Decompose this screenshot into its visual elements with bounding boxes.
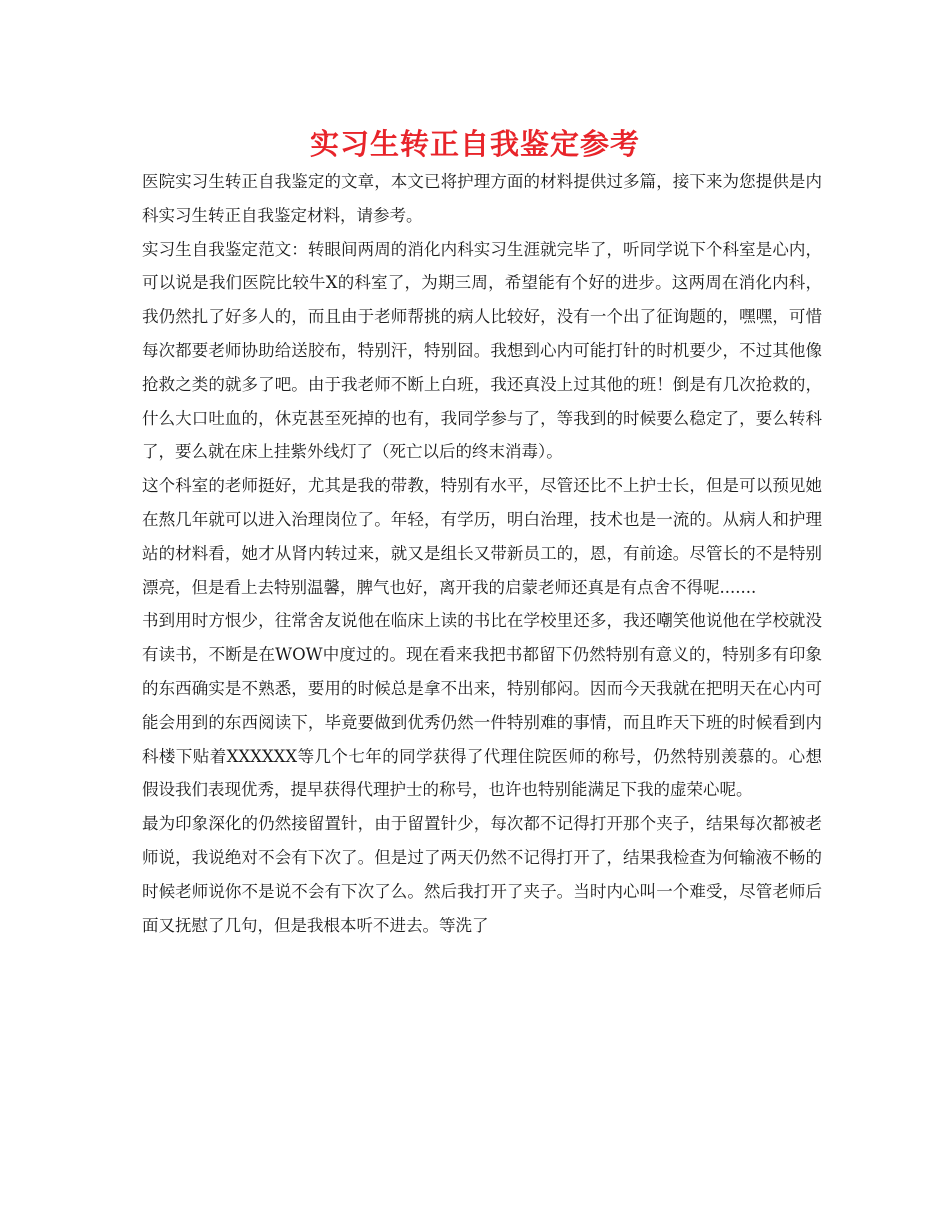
page-title: 实习生转正自我鉴定参考 [309, 127, 640, 161]
document-body [142, 165, 822, 942]
paragraph-intro: 医院实习生转正自我鉴定的文章，本文已将护理方面的材料提供过多篇，接下来为您提供是内科实习生转正自我鉴定材料，请参考。 [142, 172, 822, 225]
paragraph-teacher: 这个科室的老师挺好，尤其是我的带教，特别有水平，尽管还比不上护士长，但是可以预见她在熬几年就可以进入治理岗位了。年轻，有学历，明白治理，技术也是一流的。从病人和护理站的材料看，她才从肾内转过来，就又是组长又带新员工的，恩，有前途。尽管长的不是特别漂亮，但是看上去特别温馨，脾气也好，离开我的启蒙老师还真是有点舍不得呢....... [142, 476, 822, 597]
paragraph-reading: 书到用时方恨少，往常舍友说他在临床上读的书比在学校里还多，我还嘲笑他说他在学校就没有读书，不断是在WOW中度过的。现在看来我把书都留下仍然特别有意义的，特别多有印象的东西确实是不熟悉，要用的时候总是拿不出来，特别郁闷。因而今天我就在把明天在心内可能会用到的东西阅读下，毕竟要做到优秀仍然一件特别难的事情，而且昨天下班的时候看到内科楼下贴着XXXXXX等几个七年的同学获得了代理住院医师的称号，仍然特别羡慕的。心想假设我们表现优秀，提早获得代理护士的称号，也许也特别能满足下我的虚荣心呢。 [142, 611, 822, 800]
paragraph-example: 实习生自我鉴定范文：转眼间两周的消化内科实习生涯就完毕了，听同学说下个科室是心内，可以说是我们医院比较牛X的科室了，为期三周，希望能有个好的进步。这两周在消化内科，我仍然扎了好多人的，而且由于老师帮挑的病人比较好，没有一个出了征询题的，嘿嘿，可惜每次都要老师协助给送胶布，特别汗，特别囧。我想到心内可能打针的时机要少，不过其他像抢救之类的就多了吧。由于我老师不断上白班，我还真没上过其他的班！倒是有几次抢救的，什么大口吐血的，休克甚至死掉的也有，我同学参与了，等我到的时候要么稳定了，要么转科了，要么就在床上挂紫外线灯了（死亡以后的终末消毒）。 [142, 239, 822, 462]
paragraph-iv-needle: 最为印象深化的仍然接留置针，由于留置针少，每次都不记得打开那个夹子，结果每次都被老师说，我说绝对不会有下次了。但是过了两天仍然不记得打开了，结果我检查为何输液不畅的时候老师说你不是说不会有下次了么。然后我打开了夹子。当时内心叫一个难受，尽管老师后面又抚慰了几句，但是我根本听不进去。等洗了 [142, 814, 822, 935]
